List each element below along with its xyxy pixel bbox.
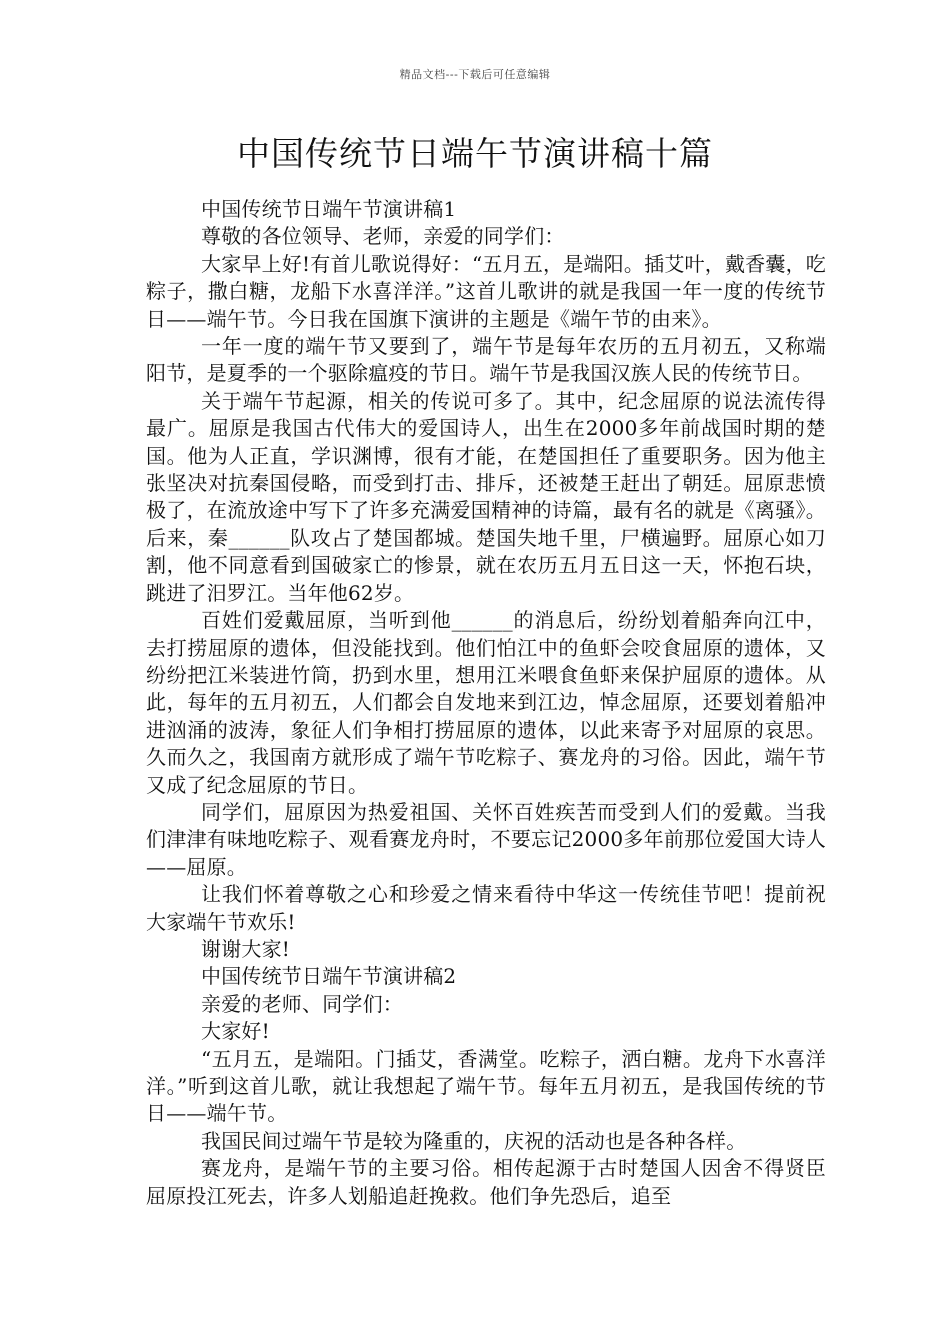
- body-text: [146, 196, 826, 1210]
- paragraph: 同学们，屈原因为热爱祖国、关怀百姓疾苦而受到人们的爱戴。当我们津津有味地吃粽子、观看赛龙舟时，不要忘记2000多年前那位爱国大诗人——屈原。: [146, 799, 826, 879]
- header-note: 精品文档---下载后可任意编辑: [399, 68, 551, 81]
- paragraph: 赛龙舟，是端午节的主要习俗。相传起源于古时楚国人因舍不得贤臣屈原投江死去，许多人划船追赶挽救。他们争先恐后，追至: [146, 1156, 826, 1208]
- paragraph-closing: 谢谢大家!: [201, 936, 291, 961]
- paragraph-salutation: 亲爱的老师、同学们：: [201, 991, 403, 1016]
- paragraph: 一年一度的端午节又要到了，端午节是每年农历的五月初五，又称端阳节，是夏季的一个驱除瘟疫的节日。端午节是我国汉族人民的传统节日。: [146, 334, 826, 386]
- paragraph: 我国民间过端午节是较为隆重的，庆祝的活动也是各种各样。: [201, 1128, 747, 1153]
- paragraph: “五月五，是端阳。门插艾，香满堂。吃粽子，洒白糖。龙舟下水喜洋洋。”听到这首儿歌，就让我想起了端午节。每年五月初五，是我国传统的节日——端午节。: [146, 1046, 826, 1126]
- paragraph: 大家早上好!有首儿歌说得好：“五月五，是端阳。插艾叶，戴香囊，吃粽子，撒白糖，龙船下水喜洋洋。”这首儿歌讲的就是我国一年一度的传统节日——端午节。今日我在国旗下演讲的主题是《端午节的由来》。: [146, 251, 826, 331]
- paragraph-salutation: 尊敬的各位领导、老师，亲爱的同学们：: [201, 224, 565, 249]
- paragraph: 让我们怀着尊敬之心和珍爱之情来看待中华这一传统佳节吧！提前祝大家端午节欢乐!: [146, 882, 826, 934]
- paragraph-greeting: 大家好!: [201, 1019, 270, 1044]
- paragraph: 关于端午节起源，相关的传说可多了。其中，纪念屈原的说法流传得最广。屈原是我国古代伟大的爱国诗人，出生在2000多年前战国时期的楚国。他为人正直，学识渊博，很有才能，在楚国担任了重要职务。因为他主张坚决对抗秦国侵略，而受到打击、排斥，还被楚王赶出了朝廷。屈原悲愤极了，在流放途中写下了许多充满爱国精神的诗篇，最有名的就是《离骚》。后来，秦______队攻占了楚国都城。楚国失地千里，尸横遍野。屈原心如刀割，他不同意看到国破家亡的惨景，就在农历五月五日这一天，怀抱石块，跳进了汨罗江。当年他62岁。: [146, 388, 826, 605]
- paragraph-speech-1-heading: 中国传统节日端午节演讲稿1: [201, 197, 457, 221]
- paragraph: 百姓们爱戴屈原，当听到他______的消息后，纷纷划着船奔向江中，去打捞屈原的遗体，但没能找到。他们怕江中的鱼虾会咬食屈原的遗体，又纷纷把江米装进竹筒，扔到水里，想用江米喂食鱼虾来保护屈原的遗体。从此，每年的五月初五，人们都会自发地来到江边，悼念屈原，还要划着船冲进汹涌的波涛，象征人们争相打捞屈原的遗体，以此来寄予对屈原的哀思。久而久之，我国南方就形成了端午节吃粽子、赛龙舟的习俗。因此，端午节又成了纪念屈原的节日。: [146, 608, 826, 797]
- paragraph-speech-2-heading: 中国传统节日端午节演讲稿2: [201, 964, 457, 989]
- document-title: 中国传统节日端午节演讲稿十篇: [237, 134, 713, 173]
